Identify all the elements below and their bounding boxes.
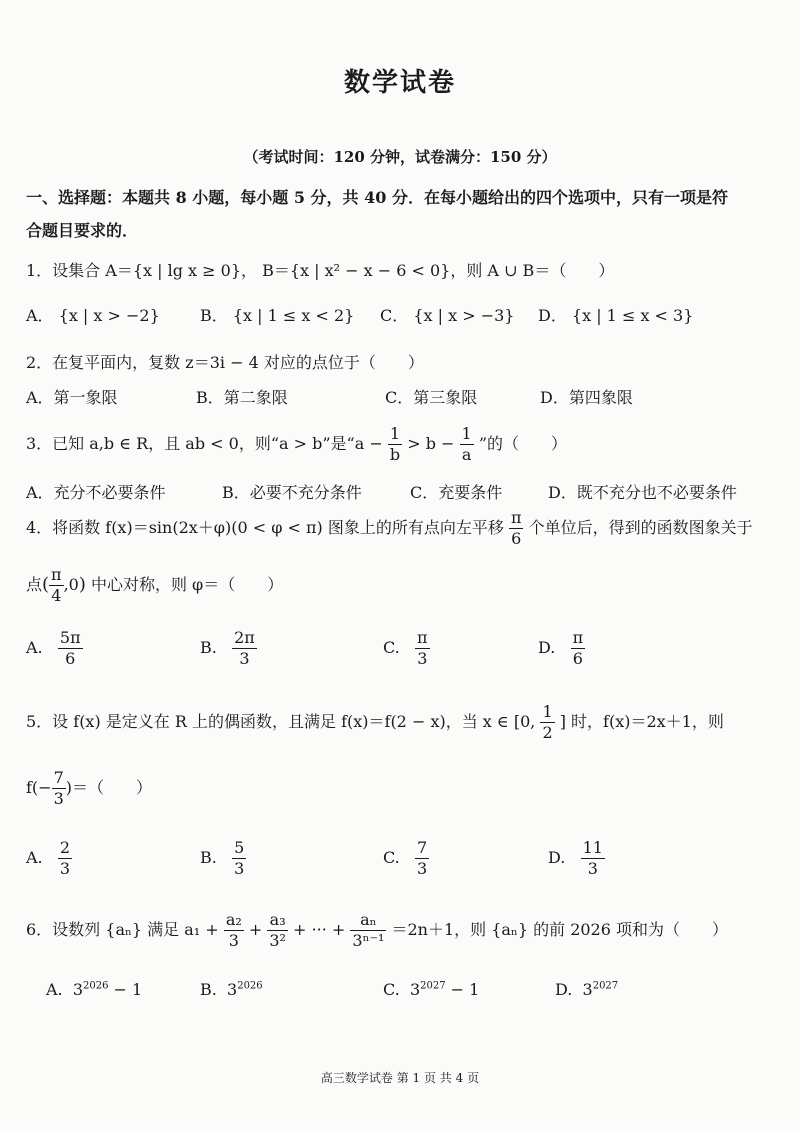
question-4-stem-tail: 中心对称，则 φ＝（ ） [90, 575, 284, 594]
exam-info: （考试时间：120 分钟，试卷满分：150 分） [243, 148, 557, 166]
question-4-stem-line2: 点( $\frac{\pi}{4}$ ,0) 中心对称，则 φ＝（ ） [26, 565, 284, 605]
question-5-arg-prefix: f(− [26, 778, 52, 797]
question-2-option-d: D．第四象限 [540, 388, 633, 407]
question-4-option-c: C. $\frac{\pi}{3}$ [383, 628, 428, 668]
question-4-point-tail: ,0 [63, 575, 79, 594]
question-3-stem-mid: > b − [407, 434, 455, 453]
question-5-stem-post: ] 时，f(x)＝2x＋1，则 [559, 712, 724, 731]
question-4-point-prefix: 点 [26, 575, 43, 594]
question-6-stem-pre: 6．设数列 {aₙ} 满足 a₁ + [26, 920, 219, 939]
question-4-stem-post: 个单位后，得到的函数图象关于 [528, 518, 753, 537]
question-5-option-c: C. $\frac{7}{3}$ [383, 838, 428, 878]
question-6-term-2: $\frac{\text{a₂}}{3}$ [225, 910, 242, 950]
question-3-option-a: A．充分不必要条件 [26, 483, 166, 502]
question-4-shift-fraction: $\frac{\pi}{6}$ [510, 508, 522, 548]
question-6-option-d: D. $3^{2027}$ [555, 980, 619, 999]
question-2-stem: 2．在复平面内，复数 z＝3i − 4 对应的点位于（ ） [26, 353, 424, 372]
section-heading-line1: 一、选择题：本题共 8 小题，每小题 5 分，共 40 分．在每小题给出的四个选项中，只有一项是符 [26, 188, 728, 207]
question-4-stem-pre: 4．将函数 f(x)＝sin(2x＋φ)(0 < φ < π) 图象上的所有点向左平移 [26, 518, 504, 537]
question-5-stem-pre: 5．设 f(x) 是定义在 R 上的偶函数，且满足 f(x)＝f(2 − x)，当 x ∈ [0, [26, 712, 536, 731]
question-6-term-n: $\frac{\text{aₙ}}{\text{3ⁿ⁻¹}}$ [352, 910, 385, 950]
question-3-option-c: C．充要条件 [410, 483, 503, 502]
question-4-option-a: A. $\frac{5\pi}{6}$ [26, 628, 81, 668]
question-4-point-fraction: $\frac{\pi}{4}$ [51, 565, 62, 605]
question-5-option-a: A. $\frac{2}{3}$ [26, 838, 71, 878]
question-2-option-b: B．第二象限 [196, 388, 288, 407]
page-footer: 高三数学试卷 第 1 页 共 4 页 [320, 1071, 480, 1085]
question-1-option-c: C． {x | x > −3} [380, 306, 515, 325]
question-1-option-b: B． {x | 1 ≤ x < 2} [200, 306, 355, 325]
question-5-stem [26, 702, 724, 743]
page-title: 数学试卷 [343, 68, 456, 98]
question-6-option-a: A. $3^{2026} - 1$ [46, 980, 143, 999]
question-6-ellipsis: + ··· + [293, 920, 346, 939]
question-5-arg-fraction: $\frac{7}{3}$ [53, 768, 64, 808]
question-3-fraction-2: $\frac{1}{a}$ [461, 424, 472, 464]
question-5-option-b: B. $\frac{5}{3}$ [200, 838, 245, 878]
question-3-stem [26, 424, 567, 465]
question-2-option-a: A．第一象限 [26, 388, 118, 407]
question-3-stem-post: ”的（ ） [478, 434, 567, 453]
question-6-stem: 6．设数列 {aₙ} 满足 a₁ + $\frac{\text{a₂}}{3}$ + $\frac{\text{a₃}}{\text{3²}}$ + ··· + $\frac{\text{aₙ}}{\text{3ⁿ⁻¹}}$ ＝2n＋1，则 {aₙ} 的前 2026 项和为（ ） [26, 910, 729, 950]
question-5-interval-fraction: $\frac{1}{2}$ [542, 702, 553, 742]
question-3-option-d: D．既不充分也不必要条件 [548, 483, 737, 502]
question-6-stem-post: ＝2n＋1，则 {aₙ} 的前 2026 项和为（ ） [391, 920, 729, 939]
question-4-stem [26, 508, 753, 549]
question-6-option-b: B. $3^{2026}$ [200, 980, 263, 999]
question-6-term-3: $\frac{\text{a₃}}{\text{3²}}$ [269, 910, 286, 950]
question-3-option-b: B．必要不充分条件 [222, 483, 362, 502]
question-1-stem: 1．设集合 A＝{x | lg x ≥ 0}， B＝{x | x² − x − 6 < 0}，则 A ∪ B＝（ ） [26, 261, 615, 280]
question-1-option-d: D． {x | 1 ≤ x < 3} [538, 306, 694, 325]
question-5-option-d: D. $\frac{11}{3}$ [548, 838, 603, 878]
question-2-option-c: C．第三象限 [385, 388, 478, 407]
question-6-option-c: C. $3^{2027} - 1$ [383, 980, 480, 999]
question-1-option-a: A． {x | x > −2} [26, 306, 160, 325]
question-5-stem-tail: )＝（ ） [65, 778, 153, 797]
section-heading-line2: 合题目要求的． [26, 221, 139, 240]
question-5-stem-line2 [26, 768, 152, 809]
question-4-option-d: D. $\frac{\pi}{6}$ [538, 628, 584, 668]
question-4-option-b: B. $\frac{2\pi}{3}$ [200, 628, 255, 668]
question-3-stem-pre: 3．已知 a,b ∈ R，且 ab < 0，则“a > b”是“a − [26, 434, 383, 453]
question-3-fraction-1: $\frac{1}{b}$ [389, 424, 401, 464]
